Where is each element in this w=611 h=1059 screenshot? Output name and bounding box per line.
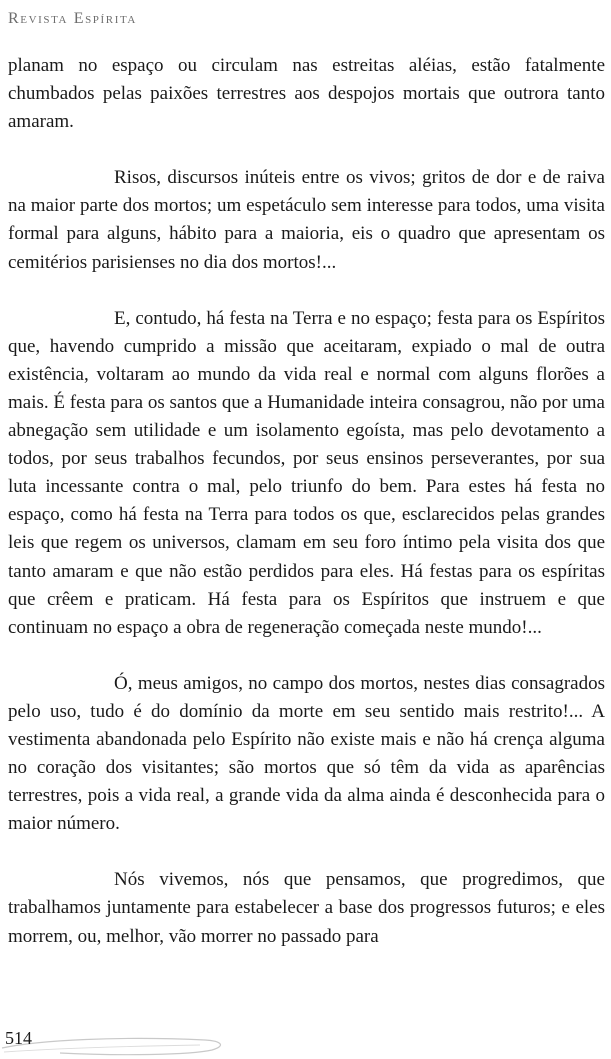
paragraph-risos: Risos, discursos inúteis entre os vivos; gritos de dor e de raiva na maior parte dos mortos; um espetáculo sem interesse para todos, uma visita formal para alguns, hábito para a maioria, eis o quadro que apresentam os cemitérios parisienses no dia dos mortos!... <box>8 167 605 273</box>
paragraph-festa: E, contudo, há festa na Terra e no espaço; festa para os Espíritos que, havendo cumprido a missão que aceitaram, expiado o mal de outra existência, voltaram ao mundo da vida real e normal com alguns florões a mais. É festa para os santos que a Humanidade inteira consagrou, não por uma abnegação sem utilidade e um isolamento egoísta, mas pelo devotamento a todos, por seus trabalhos fecundos, por seus ensinos perseverantes, por sua luta incessante contra o mal, pelo triunfo do bem. Para estes há festa no espaço, como há festa na Terra para todos os que, esclarecidos pelas grandes leis que regem os universos, clamam em seu foro íntimo pela visita dos que tanto amaram e que não estão perdidos para eles. Há festas para os espíritas que crêem e praticam. Há festa para os Espíritos que instruem e que continuam no espaço a obra de regeneração começada neste mundo!... <box>8 307 605 638</box>
running-header: Revista Espírita <box>8 10 137 27</box>
paragraph-continuation: planam no espaço ou circulam nas estreitas aléias, estão fatalmente chumbados pelas paixões terrestres aos despojos mortais que outrora tanto amaram. <box>8 55 605 133</box>
page-number: 514 <box>5 1028 32 1048</box>
page-body-text <box>8 52 605 951</box>
paragraph-amigos: Ó, meus amigos, no campo dos mortos, nestes dias consagrados pelo uso, tudo é do domínio da morte em seu sentido mais restrito!... A vestimenta abandonada pelo Espírito não existe mais e não há crença alguma no coração dos visitantes; são mortos que só têm da vida as aparências terrestres, pois a vida real, a grande vida da alma ainda é desconhecida para o maior número. <box>8 672 605 835</box>
folio-ornament-icon <box>0 1026 240 1056</box>
paragraph-vivemos: Nós vivemos, nós que pensamos, que progredimos, que trabalhamos juntamente para estabelecer a base dos progressos futuros; e eles morrem, ou, melhor, vão morrer no passado para <box>8 869 605 947</box>
